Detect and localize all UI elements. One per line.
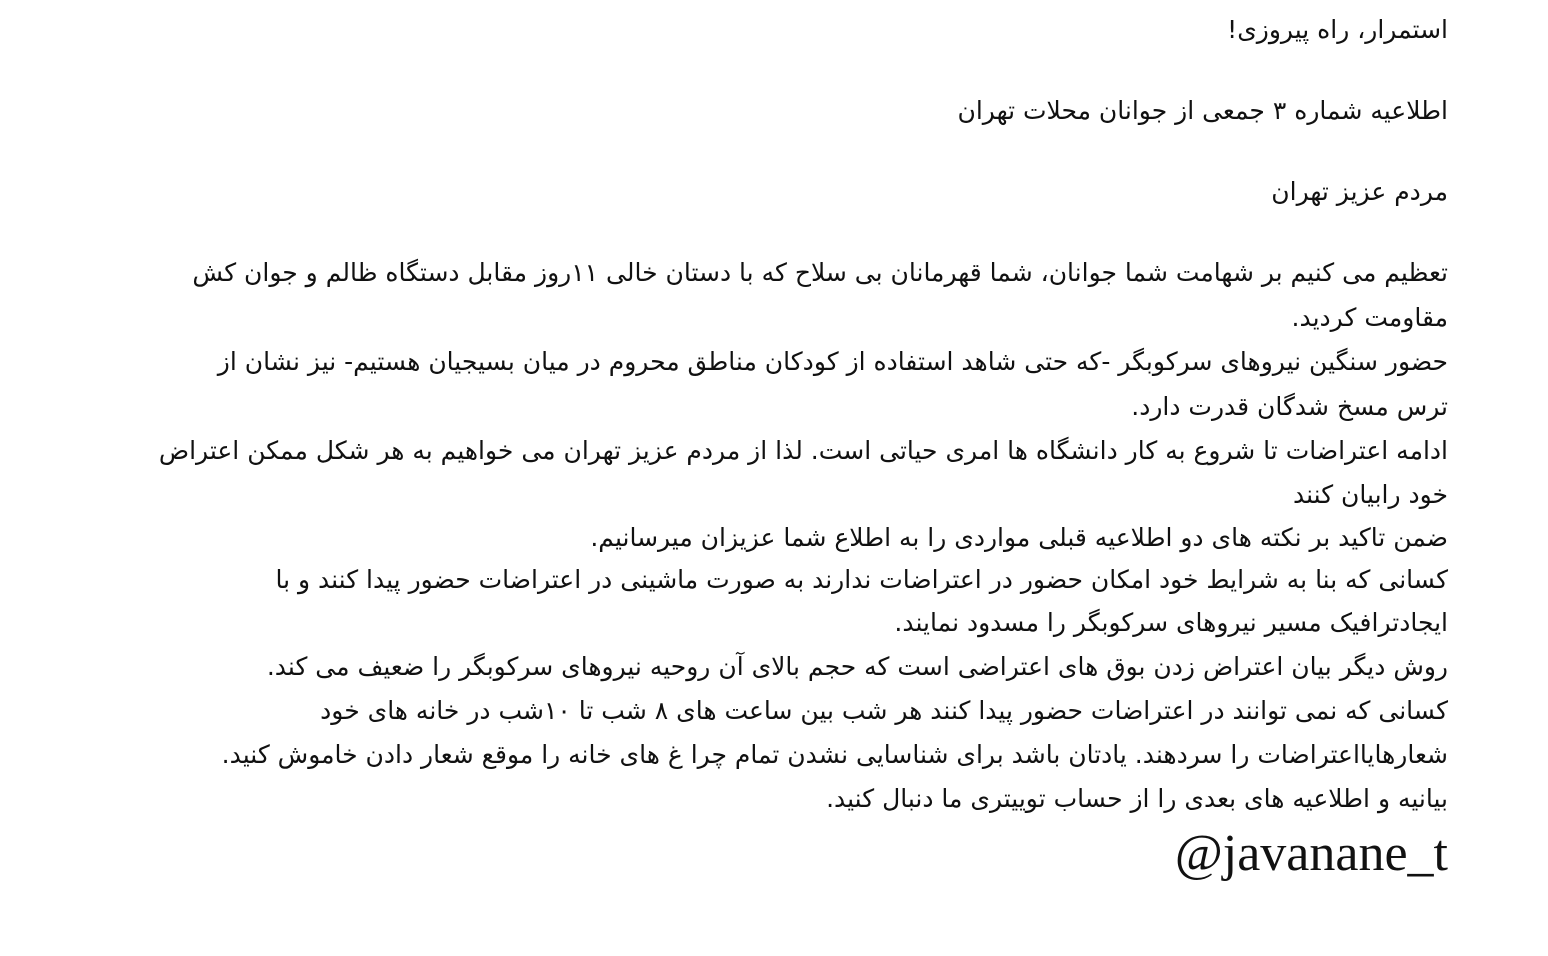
body-line-4: ترس مسخ شدگان قدرت دارد. xyxy=(1131,392,1448,421)
body-line-3: حضور سنگین نیروهای سرکوبگر -که حتی شاهد استفاده از کودکان مناطق محروم در میان بسیجیان هستیم- نیز نشان از xyxy=(217,347,1448,376)
body-line-1: تعظیم می کنیم بر شهامت شما جوانان، شما قهرمانان بی سلاح که با دستان خالی ۱۱روز مقابل دستگاه ظالم و جوان کش xyxy=(192,258,1448,287)
body-line-13: بیانیه و اطلاعیه های بعدی را از حساب توییتری ما دنبال کنید. xyxy=(826,784,1448,813)
body-line-7: ضمن تاکید بر نکته های دو اطلاعیه قبلی مواردی را به اطلاع شما عزیزان میرسانیم. xyxy=(590,523,1448,552)
heading-line-2: اطلاعیه شماره ۳ جمعی از جوانان محلات تهران xyxy=(957,96,1448,125)
body-line-9: ایجادترافیک مسیر نیروهای سرکوبگر را مسدود نمایند. xyxy=(894,608,1448,637)
twitter-handle: @javanane_t xyxy=(1174,825,1448,882)
heading-line-1: استمرار، راه پیروزی! xyxy=(1227,15,1448,44)
body-line-11: کسانی که نمی توانند در اعتراضات حضور پیدا کنند هر شب بین ساعت های ۸ شب تا ۱۰شب در خانه های خود xyxy=(320,696,1448,725)
body-line-12: شعارهایااعتراضات را سردهند. یادتان باشد برای شناسایی نشدن تمام چرا غ های خانه را موقع شعار دادن خاموش کنید. xyxy=(221,740,1448,769)
body-line-6: خود رابیان کنند xyxy=(1292,480,1448,509)
body-line-2: مقاومت کردید. xyxy=(1291,303,1448,332)
body-line-5: ادامه اعتراضات تا شروع به کار دانشگاه ها امری حیاتی است. لذا از مردم عزیز تهران می خواهیم به هر شکل ممکن اعتراض xyxy=(158,436,1448,465)
salutation-line: مردم عزیز تهران xyxy=(1271,177,1448,206)
body-line-8: کسانی که بنا به شرایط خود امکان حضور در اعتراضات ندارند به صورت ماشینی در اعتراضات حضور پیدا کنند و با xyxy=(275,565,1448,594)
body-line-10: روش دیگر بیان اعتراض زدن بوق های اعتراضی است که حجم بالای آن روحیه نیروهای سرکوبگر را ضعیف می کند. xyxy=(266,652,1448,681)
